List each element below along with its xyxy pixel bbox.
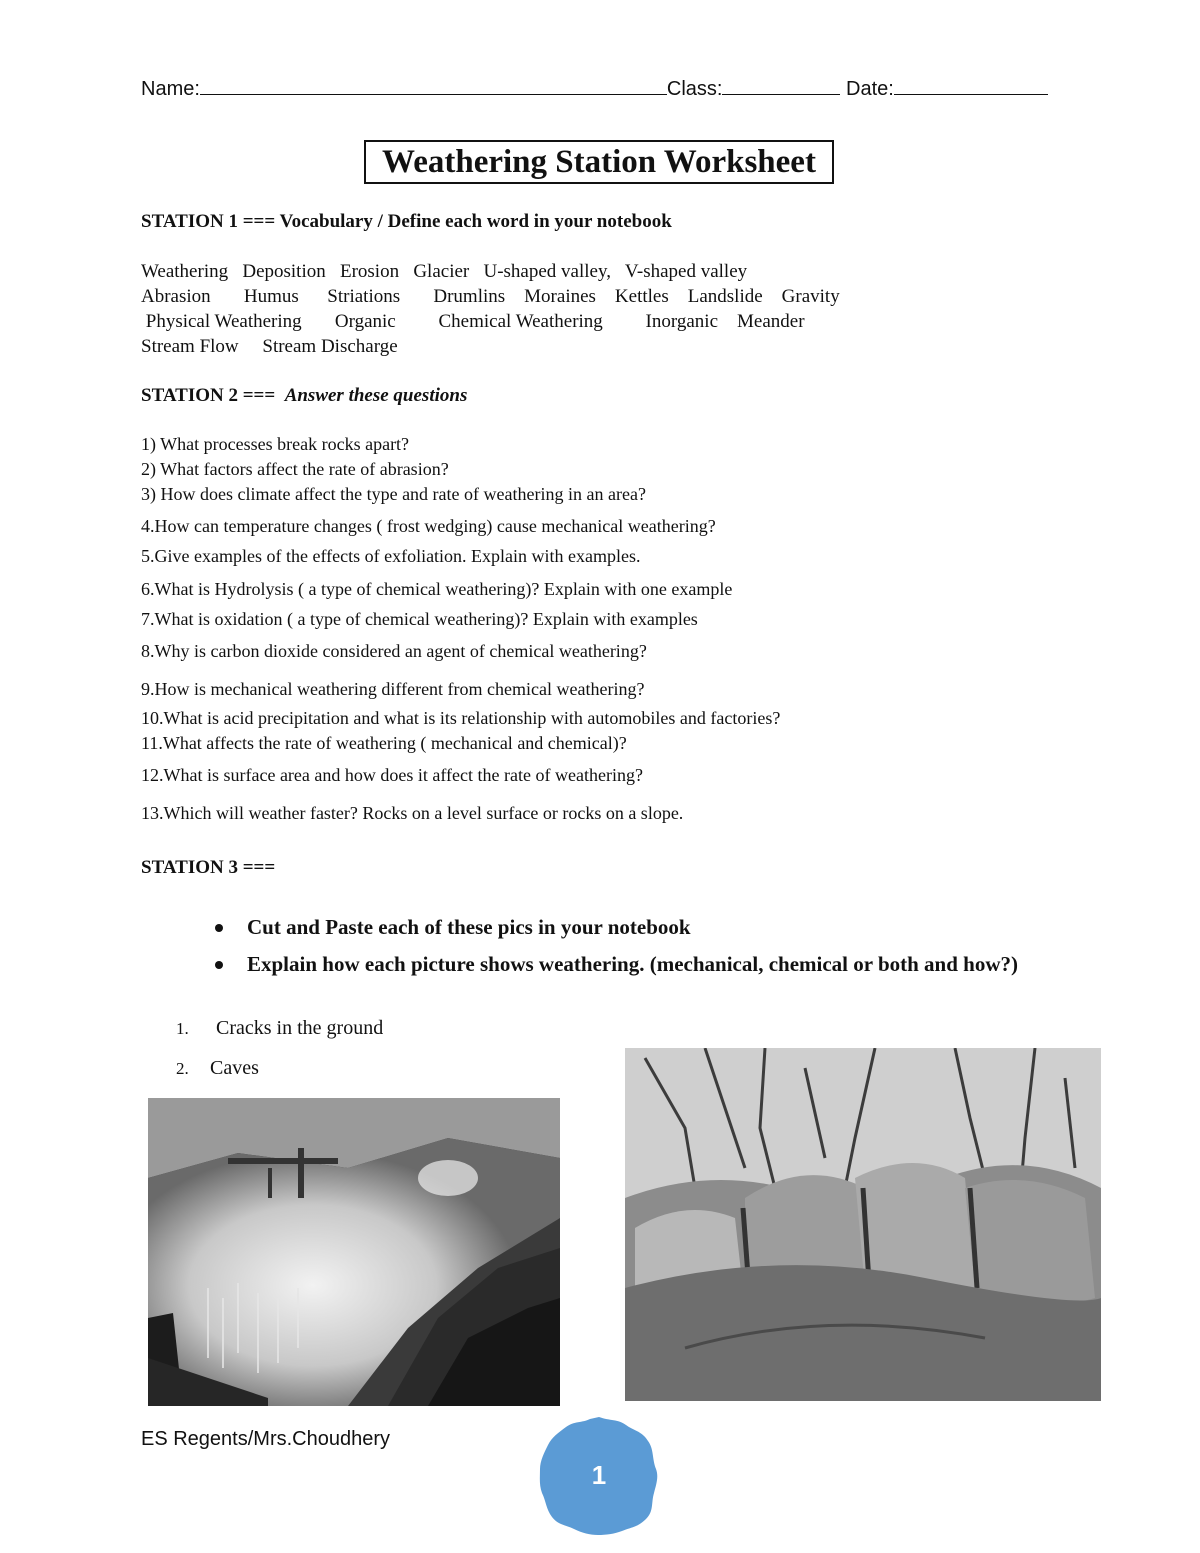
question: 1) What processes break rocks apart? — [141, 434, 410, 454]
list-item-text: Caves — [210, 1057, 259, 1079]
bullet-dot-icon — [215, 924, 223, 932]
vocab-line: Stream Flow Stream Discharge — [141, 336, 398, 357]
question: 10.What is acid precipitation and what is its relationship with automobiles and factories? — [141, 708, 781, 728]
list-item-number: 2. — [176, 1059, 189, 1078]
question: 3) How does climate affect the type and rate of weathering in an area? — [141, 484, 646, 504]
list-item — [176, 1017, 383, 1040]
list-item — [176, 1057, 259, 1080]
bullet-dot-icon — [215, 961, 223, 969]
question: 6.What is Hydrolysis ( a type of chemical weathering)? Explain with one example — [141, 579, 733, 599]
name-field — [141, 74, 1048, 101]
list-item-number: 1. — [176, 1019, 189, 1038]
cave-photo — [148, 1098, 560, 1406]
bullet-item: Explain how each picture shows weathering. (mechanical, chemical or both and how?) — [215, 948, 1035, 1018]
question: 2) What factors affect the rate of abrasion? — [141, 459, 449, 479]
vocab-line: Weathering Deposition Erosion Glacier U-shaped valley, V-shaped valley — [141, 261, 748, 282]
question: 5.Give examples of the effects of exfoliation. Explain with examples. — [141, 546, 641, 566]
vocab-line: Physical Weathering Organic Chemical Weathering Inorganic Meander — [141, 311, 805, 332]
page-number: 1 — [591, 1460, 607, 1490]
question: 7.What is oxidation ( a type of chemical weathering)? Explain with examples — [141, 609, 698, 629]
question: 11.What affects the rate of weathering ( mechanical and chemical)? — [141, 733, 627, 753]
question: 12.What is surface area and how does it affect the rate of weathering? — [141, 765, 643, 785]
date-blank[interactable] — [894, 74, 1048, 95]
station3-heading: STATION 3 === — [141, 857, 276, 878]
class-label: Class: — [666, 78, 723, 100]
station1-heading: STATION 1 === Vocabulary / Define each word in your notebook — [141, 211, 672, 232]
class-blank[interactable] — [722, 74, 840, 95]
page-title: Weathering Station Worksheet — [364, 140, 834, 184]
footer-text: ES Regents/Mrs.Choudhery — [141, 1428, 391, 1450]
station2-heading-emph: Answer these questions — [284, 385, 468, 406]
list-item-text: Cracks in the ground — [216, 1017, 384, 1039]
question: 13.Which will weather faster? Rocks on a level surface or rocks on a slope. — [141, 803, 684, 823]
question: 9.How is mechanical weathering different from chemical weathering? — [141, 679, 645, 699]
date-label: Date: — [846, 78, 894, 100]
bullet-item: Cut and Paste each of these pics in your notebook — [215, 911, 1035, 945]
station2-heading-prefix: STATION 2 === — [141, 385, 285, 406]
rock-photo — [625, 1048, 1101, 1401]
question: 8.Why is carbon dioxide considered an agent of chemical weathering? — [141, 641, 647, 661]
name-blank[interactable] — [200, 74, 667, 95]
station2-heading — [141, 385, 467, 407]
question: 4.How can temperature changes ( frost wedging) cause mechanical weathering? — [141, 516, 716, 536]
name-label: Name: — [141, 78, 200, 100]
vocab-line: Abrasion Humus Striations Drumlins Moraines Kettles Landslide Gravity — [141, 286, 840, 307]
